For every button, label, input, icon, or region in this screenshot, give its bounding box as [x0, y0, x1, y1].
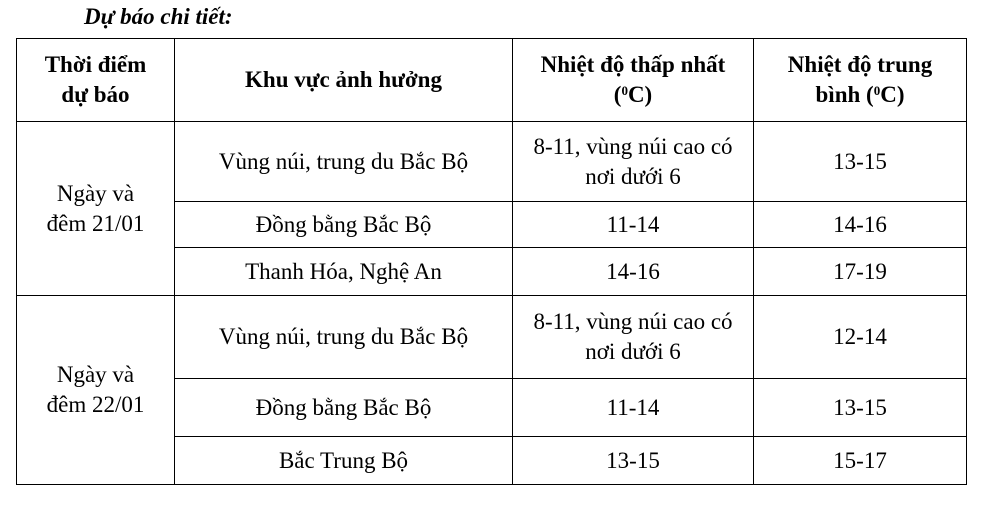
avg-temp-cell: 12-14 — [754, 296, 967, 379]
table-row — [17, 296, 967, 379]
avg-temp-cell: 15-17 — [754, 437, 967, 485]
min-temp-cell: 11-14 — [513, 202, 754, 248]
table-row — [17, 122, 967, 202]
forecast-table — [16, 38, 967, 485]
period-cell — [17, 122, 175, 296]
header-min-temp — [513, 39, 754, 122]
header-affected-area-label: Khu vực ảnh hưởng — [245, 67, 442, 92]
avg-temp-cell: 13-15 — [754, 379, 967, 437]
area-cell: Đồng bằng Bắc Bộ — [175, 379, 513, 437]
header-forecast-time — [17, 39, 175, 122]
min-temp-cell: 8-11, vùng núi cao có nơi dưới 6 — [513, 122, 754, 202]
period-cell — [17, 296, 175, 485]
header-affected-area — [175, 39, 513, 122]
avg-temp-cell: 13-15 — [754, 122, 967, 202]
area-cell: Vùng núi, trung du Bắc Bộ — [175, 296, 513, 379]
header-avg-temp-label: Nhiệt độ trung bình ($^0$C) — [787, 52, 933, 107]
avg-temp-cell: 17-19 — [754, 248, 967, 296]
min-temp-cell: 13-15 — [513, 437, 754, 485]
min-temp-cell: 11-14 — [513, 379, 754, 437]
avg-temp-cell: 14-16 — [754, 202, 967, 248]
area-cell: Thanh Hóa, Nghệ An — [175, 248, 513, 296]
period-label: Ngày và đêm 22/01 — [46, 362, 145, 417]
period-label: Ngày và đêm 21/01 — [46, 180, 145, 236]
area-cell: Đồng bằng Bắc Bộ — [175, 202, 513, 248]
min-temp-cell: 8-11, vùng núi cao có nơi dưới 6 — [513, 296, 754, 379]
area-cell: Vùng núi, trung du Bắc Bộ — [175, 122, 513, 202]
header-min-temp-label: Nhiệt độ thấp nhất ($^0$C) — [540, 52, 726, 107]
area-cell: Bắc Trung Bộ — [175, 437, 513, 485]
section-heading: Dự báo chi tiết: — [84, 4, 233, 29]
header-avg-temp — [754, 39, 967, 122]
header-forecast-time-label: Thời điểm dự báo — [44, 52, 147, 107]
min-temp-cell: 14-16 — [513, 248, 754, 296]
table-header-row — [17, 39, 967, 122]
